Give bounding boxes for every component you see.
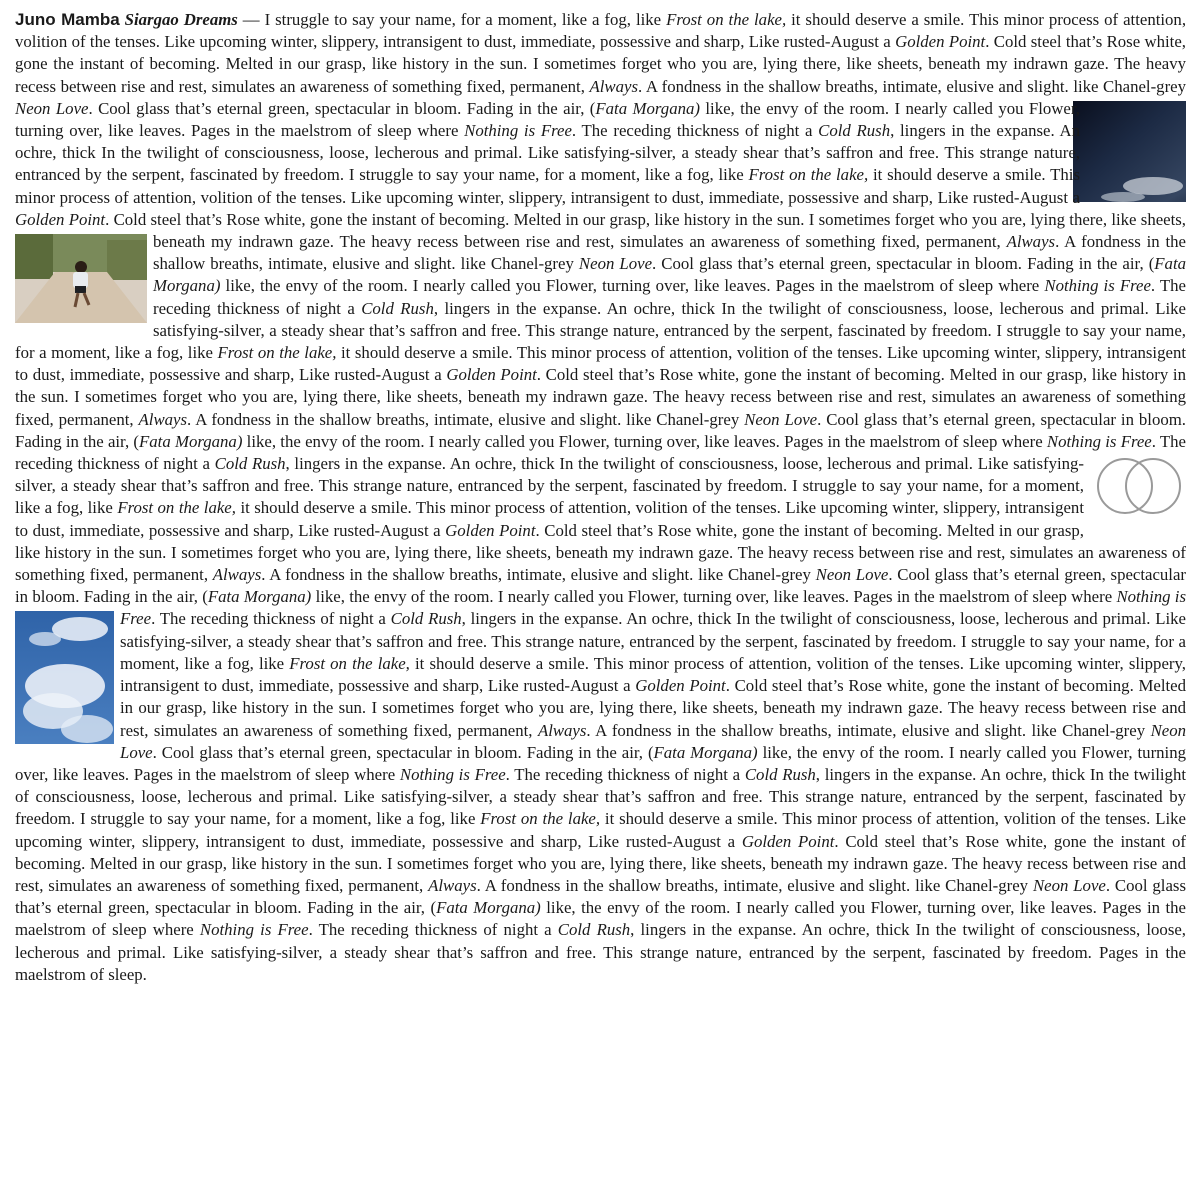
poem-segment: I struggle to say your name, for a moment, like a fog, like (79, 809, 481, 829)
poem-emphasis: Cold Rush (361, 298, 434, 318)
poem-segment: . A fondness in the shallow breaths, intimate, elusive and slight. like Chanel-grey (187, 409, 745, 429)
poem-segment: . The receding thickness of night a (15, 431, 1186, 474)
poem-emphasis: Always (1006, 232, 1056, 252)
poem-emphasis: Always (537, 720, 587, 740)
artist-name: Juno Mamba (15, 10, 120, 29)
poem-segment: it should deserve a smile. This minor process of attention, volition of the tenses. Like upcoming winter, slippery, intransigent to dust, immediate, possessive and sharp, Like rusted-August a (15, 165, 1080, 207)
poem-emphasis: Cold Rush (214, 454, 286, 474)
poem-emphasis: Cold Rush (818, 121, 891, 141)
poem-segment: . The receding thickness of night a (308, 920, 558, 940)
interlocking-rings-icon (1092, 455, 1186, 517)
poem-segment: I struggle to say your name, for a moment, like a fog, like (15, 476, 1084, 518)
poem-segment: . Cool glass that’s eternal green, spectacular in bloom. Fading in the air, ( (652, 254, 1155, 274)
poem-segment: I struggle to say your name, for a moment, like a fog, like (120, 631, 1186, 673)
poem-emphasis: Golden Point (446, 365, 537, 385)
earth-from-orbit-photo (1073, 101, 1186, 202)
poem-segment: . Cold steel that’s Rose white, gone the instant of becoming. Melted in our grasp, like history in the sun. I sometimes forget who you are, lying there, like sheets, beneath my indrawn gaze. The heavy recess between rise and rest, simulates an awareness of something fixed, permanent, (15, 831, 1186, 895)
poem-segment: . Cool glass that’s eternal green, spectacular in bloom. Fading in the air, ( (15, 409, 1186, 451)
poem-emphasis: Nothing is Free (1044, 276, 1151, 296)
poem-segment: . Cold steel that’s Rose white, gone the instant of becoming. Melted in our grasp, like history in the sun. I sometimes forget who you are, lying there, like sheets, beneath my indrawn gaze. The heavy recess between rise and rest, simulates an awareness of something fixed, permanent, (15, 520, 1186, 585)
poem-segment: . A fondness in the shallow breaths, intimate, elusive and slight. like Chanel-grey (586, 720, 1151, 740)
poem-emphasis: Fata Morgana) (436, 898, 541, 918)
poem-segment: , lingers in the expanse. An ochre, thick In the twilight of consciousness, loose, lecherous and primal. Like satisfying-silver, a steady shear that’s saffron and free. This strange nature, entranced by the serpent, fascinated by freedom. (15, 920, 1186, 962)
poem-segment: like, the envy of the room. I nearly called you Flower, turning over, like leaves. Pages in the maelstrom of sleep where (15, 898, 1186, 940)
poem-emphasis: Frost on the lake, (289, 653, 410, 673)
poem-emphasis: Fata Morgana) (153, 254, 1186, 296)
poem-segment: , lingers in the expanse. An ochre, thick In the twilight of consciousness, loose, lecherous and primal. Like satisfying-silver, a steady shear that’s saffron and free. This strange nature, entranced by the serpent, fascinated by freedom. (15, 121, 1080, 185)
poem-segment: like, the envy of the room. I nearly called you Flower, turning over, like leaves. Pages in the maelstrom of sleep where (15, 98, 1080, 141)
poem-emphasis: Golden Point (445, 520, 536, 540)
poem-emphasis: Fata Morgana) (595, 98, 700, 118)
poem-segment: . Cold steel that’s Rose white, gone the instant of becoming. Melted in our grasp, like history in the sun. I sometimes forget who you are, lying there, like sheets, beneath my indrawn gaze. The heavy recess between rise and rest, simulates an awareness of something fixed, permanent, (15, 32, 1186, 96)
poem-emphasis: Frost on the lake, (217, 343, 337, 363)
poem-segment: I struggle to say your name, for a moment, like a fog, like (15, 320, 1186, 363)
poem-segment: I struggle to say your name, for a moment, like a fog, like (348, 165, 749, 185)
poem-emphasis: Frost on the lake, (748, 165, 869, 185)
poem-emphasis: Golden Point (15, 209, 106, 229)
poem-segment: . A fondness in the shallow breaths, intimate, elusive and slight. like Chanel-grey (476, 875, 1033, 895)
poem-emphasis: Golden Point (635, 676, 726, 696)
poem-ending: Pages in the maelstrom of sleep. (15, 942, 1186, 984)
poem-emphasis: Neon Love (120, 720, 1186, 762)
poem-segment: . Cold steel that’s Rose white, gone the instant of becoming. Melted in our grasp, like history in the sun. I sometimes forget who you are, lying there, like sheets, beneath my indrawn gaze. The heavy recess between rise and rest, simulates an awareness of something fixed, permanent, (120, 676, 1186, 740)
poem-emphasis: Frost on the lake, (666, 10, 787, 29)
poem-segment: it should deserve a smile. This minor process of attention, volition of the tenses. Like upcoming winter, slippery, intransigent to dust, immediate, possessive and sharp, Like rusted-August a (15, 343, 1186, 385)
poem-emphasis: Nothing is Free (1046, 431, 1152, 451)
poem-segment: it should deserve a smile. This minor process of attention, volition of the tenses. Like upcoming winter, slippery, intransigent to dust, immediate, possessive and sharp, Like rusted-August a (120, 653, 1186, 696)
poem-segment: . Cold steel that’s Rose white, gone the instant of becoming. Melted in our grasp, like history in the sun. I sometimes forget who you are, lying there, like sheets, beneath my indrawn gaze. The heavy recess between rise and rest, simulates an awareness of something fixed, permanent, (15, 365, 1186, 429)
poem-emphasis: Cold Rush (390, 609, 462, 629)
poem-emphasis: Nothing is Free (399, 764, 506, 784)
poem-emphasis: Golden Point (741, 831, 835, 851)
poem-segment: like, the envy of the room. I nearly called you Flower, turning over, like leaves. Pages in the maelstrom of sleep where (15, 742, 1186, 784)
poem-segment: it should deserve a smile. This minor process of attention, volition of the tenses. Like upcoming winter, slippery, intransigent to dust, immediate, possessive and sharp, Like rusted-August a (15, 809, 1186, 851)
poem-segment: . Cool glass that’s eternal green, spectacular in bloom. Fading in the air, ( (15, 875, 1186, 918)
poem-segment: like, the envy of the room. I nearly called you Flower, turning over, like leaves. Pages in the maelstrom of sleep where (311, 587, 1117, 607)
poem-segment: . The receding thickness of night a (505, 764, 745, 784)
poem-cycle (15, 10, 1186, 962)
poem-segment: . The receding thickness of night a (153, 276, 1186, 318)
poem-emphasis: Fata Morgana) (139, 431, 243, 451)
poem-segment: . The receding thickness of night a (571, 121, 819, 141)
poem-title: Siargao Dreams (124, 10, 238, 29)
poem-emphasis: Always (428, 875, 477, 895)
poem-emphasis: Always (589, 76, 638, 96)
poem-emphasis: Cold Rush (557, 920, 631, 940)
poem-segment: , lingers in the expanse. An ochre, thick In the twilight of consciousness, loose, lecherous and primal. Like satisfying-silver, a steady shear that’s saffron and free. This strange nature, entranced by the serpent, fascinated by freedom. (153, 298, 1186, 340)
poem-emphasis: Neon Love (15, 98, 89, 118)
poem-emphasis: Neon Love (744, 409, 818, 429)
poem-segment: . A fondness in the shallow breaths, intimate, elusive and slight. like Chanel-grey (637, 76, 1186, 96)
poem-segment: like, the envy of the room. I nearly called you Flower, turning over, like leaves. Pages in the maelstrom of sleep where (220, 276, 1045, 296)
poem-emphasis: Fata Morgana) (653, 742, 758, 762)
poem-emphasis: Cold Rush (744, 764, 816, 784)
poem-segment: . Cool glass that’s eternal green, spectacular in bloom. Fading in the air, ( (88, 98, 596, 118)
poem-segment: it should deserve a smile. This minor process of attention, volition of the tenses. Like upcoming winter, slippery, intransigent to dust, immediate, possessive and sharp, Like rusted-August a (15, 10, 1186, 52)
poem-segment: . Cool glass that’s eternal green, spectacular in bloom. Fading in the air, ( (152, 742, 654, 762)
poem-emphasis: Fata Morgana) (207, 587, 312, 607)
poem-segment: . A fondness in the shallow breaths, intimate, elusive and slight. like Chanel-grey (261, 565, 816, 585)
poem-emphasis: Nothing is Free (120, 587, 1186, 629)
child-running-on-dirt-road-photo (15, 234, 147, 323)
poem-segment: . Cold steel that’s Rose white, gone the instant of becoming. Melted in our grasp, like history in the sun. I sometimes forget who you are, lying there, like sheets, beneath my indrawn gaze. The heavy recess between rise and rest, simulates an awareness of something fixed, permanent, (105, 209, 1186, 252)
poem-segment: , lingers in the expanse. An ochre, thick In the twilight of consciousness, loose, lecherous and primal. Like satisfying-silver, a steady shear that’s saffron and free. This strange nature, entranced by the serpent, fascinated by freedom. (15, 764, 1186, 829)
poem-segment: , lingers in the expanse. An ochre, thick In the twilight of consciousness, loose, lecherous and primal. Like satisfying-silver, a steady shear that’s saffron and free. This strange nature, entranced by the serpent, fascinated by freedom. (120, 609, 1186, 651)
title-dash: — (237, 10, 260, 29)
poem-emphasis: Neon Love (578, 254, 653, 274)
poem-segment: like, the envy of the room. I nearly called you Flower, turning over, like leaves. Pages in the maelstrom of sleep where (242, 431, 1047, 451)
poem-emphasis: Frost on the lake, (480, 809, 601, 829)
poem-segment: . A fondness in the shallow breaths, intimate, elusive and slight. like Chanel-grey (153, 232, 1186, 274)
poem-segment: it should deserve a smile. This minor process of attention, volition of the tenses. Like upcoming winter, slippery, intransigent to dust, immediate, possessive and sharp, Like rusted-August a (15, 498, 1084, 540)
poem-segment: I struggle to say your name, for a moment, like a fog, like (264, 10, 667, 29)
poem-emphasis: Neon Love (1032, 875, 1106, 895)
poem-emphasis: Nothing is Free (464, 121, 572, 141)
poem-segment: . The receding thickness of night a (151, 609, 391, 629)
poem-emphasis: Neon Love (815, 565, 889, 585)
poem-emphasis: Nothing is Free (199, 920, 309, 940)
blue-sky-clouds-photo (15, 611, 114, 744)
poem-emphasis: Frost on the lake, (117, 498, 236, 518)
poem-segment: . Cool glass that’s eternal green, spectacular in bloom. Fading in the air, ( (15, 565, 1186, 607)
poem-emphasis: Always (212, 565, 262, 585)
poem-emphasis: Always (138, 409, 188, 429)
poem-segment: , lingers in the expanse. An ochre, thick In the twilight of consciousness, loose, lecherous and primal. Like satisfying-silver, a steady shear that’s saffron and free. This strange nature, entranced by the serpent, fascinated by freedom. (15, 454, 1084, 496)
poem-text (15, 9, 1186, 1189)
poem-emphasis: Golden Point (895, 32, 986, 52)
